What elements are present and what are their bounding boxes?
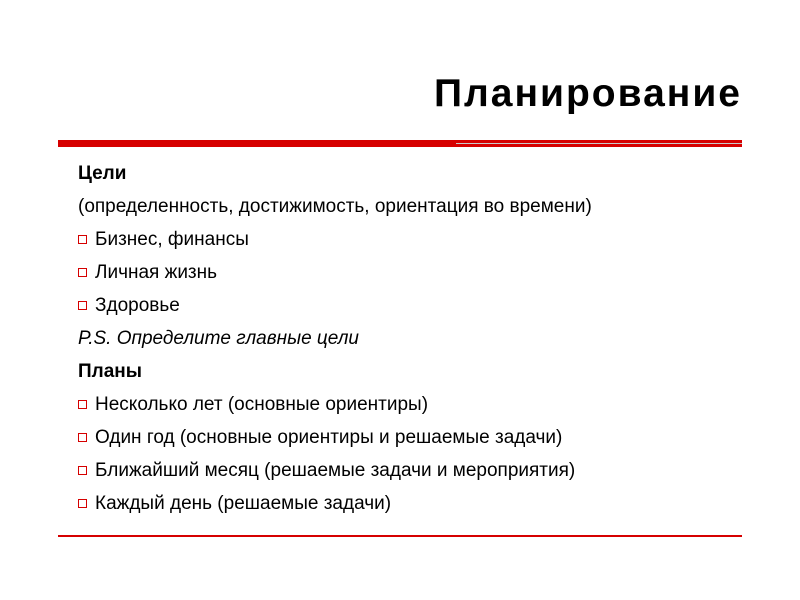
list-item-label: P.S. Определите главные цели [78,328,360,349]
list-item [78,422,760,453]
list-item [78,191,760,222]
footer-divider [58,535,742,537]
list-item-label: Ближайший месяц (решаемые задачи и мероприятия) [95,460,576,481]
list-item [78,290,760,321]
square-bullet-icon [78,268,87,277]
list-item-label: Личная жизнь [95,262,218,283]
list-item-label: Планы [78,361,142,382]
list-item-label: (определенность, достижимость, ориентация во времени) [78,196,592,217]
list-item-label: Бизнес, финансы [95,229,249,250]
list-item [78,257,760,288]
page-title: Планирование [433,72,742,115]
list-item [78,488,760,519]
square-bullet-icon [78,466,87,475]
slide-body [78,158,760,521]
title-divider [58,140,742,147]
list-item-label: Каждый день (решаемые задачи) [95,493,392,514]
list-item [78,389,760,420]
list-item [78,158,760,189]
list-item [78,323,760,354]
list-item-label: Один год (основные ориентиры и решаемые задачи) [95,427,563,448]
square-bullet-icon [78,400,87,409]
list-item-label: Несколько лет (основные ориентиры) [95,394,429,415]
title-divider-tail [456,143,742,144]
square-bullet-icon [78,235,87,244]
list-item-label: Цели [78,163,127,184]
list-item-label: Здоровье [95,295,180,316]
list-item [78,455,760,486]
square-bullet-icon [78,301,87,310]
square-bullet-icon [78,499,87,508]
square-bullet-icon [78,433,87,442]
slide-title-row [0,72,800,132]
list-item [78,224,760,255]
list-item [78,356,760,387]
